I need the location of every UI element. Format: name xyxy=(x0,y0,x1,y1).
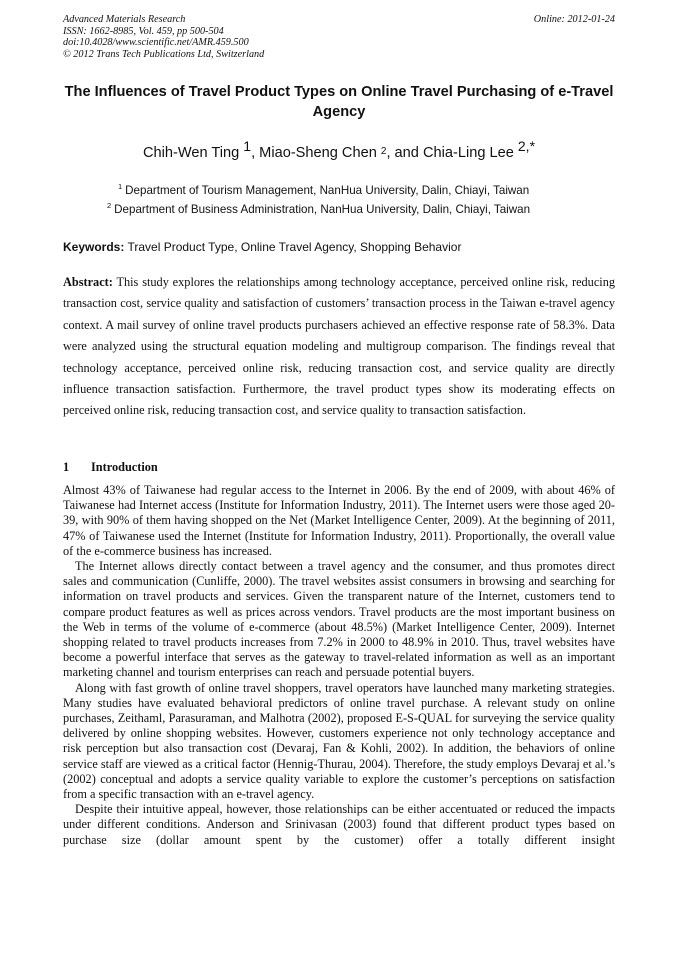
abstract xyxy=(63,272,615,422)
author-list xyxy=(58,138,620,164)
paper-title: The Influences of Travel Product Types on Online Travel Purchasing of e-Travel Agency xyxy=(64,84,614,120)
body-text xyxy=(63,483,615,848)
journal-name: Advanced Materials Research xyxy=(63,14,186,25)
affiliation-text: Department of Tourism Management, NanHua University, Dalin, Chiayi, Taiwan xyxy=(125,184,530,197)
doi-line: doi:10.4028/www.scientific.net/AMR.459.500 xyxy=(63,37,249,49)
keywords xyxy=(63,240,623,255)
affiliation-1 xyxy=(0,184,678,199)
copyright-line: © 2012 Trans Tech Publications Ltd, Switzerland xyxy=(63,48,265,60)
author-name: Chih-Wen Ting xyxy=(142,145,244,161)
affiliation-text: Department of Business Administration, NanHua University, Dalin, Chiayi, Taiwan xyxy=(114,203,531,216)
affiliation-2 xyxy=(0,203,678,218)
paragraph: Despite their intuitive appeal, however, those relationships can be either accentuated or reduced the impacts under different conditions. Anderson and Srinivasan (2003) found that different product types based on purchase size (dollar amount spent by the customer) offer a totally different insight xyxy=(63,802,615,847)
paragraph: Along with fast growth of online travel shoppers, travel operators have launched many marketing strategies. Many studies have evaluated behavioral predictors of online travel purchase. A relevant study on online purchases, Zeithaml, Parasuraman, and Malhotra (2002), proposed E-S-QUAL for surveying the service quality delivered by online shopping websites. However, customers experience not only technology acceptance and risk perception but also transaction cost (Devaraj, Fan & Kohli, 2002). In addition, the behaviors of online service staff are viewed as a critical factor (Hennig-Thurau, 2004). Therefore, the study employs Devaraj et al.’s (2002) conceptual and adopts a service quality variable to explore the customer’s perceptions on satisfaction from a specific transaction with an e-travel agency. xyxy=(63,680,615,802)
section-number: 1 xyxy=(63,460,70,474)
affiliation-number: 2 xyxy=(107,201,112,210)
keywords-text: Travel Product Type, Online Travel Agency, Shopping Behavior xyxy=(124,240,462,254)
author-affiliation-mark: 2 xyxy=(380,146,387,157)
author-name: , Miao-Sheng Chen xyxy=(251,145,381,161)
affiliation-number: 1 xyxy=(118,182,123,191)
section-title: Introduction xyxy=(91,460,158,474)
author-affiliation-mark: 2,* xyxy=(517,138,536,154)
keywords-label: Keywords: xyxy=(63,240,125,254)
abstract-label: Abstract: xyxy=(63,275,113,289)
online-date: Online: 2012-01-24 xyxy=(533,14,615,25)
paragraph: The Internet allows directly contact between a travel agency and the consumer, and thus promotes direct sales and communication (Cunliffe, 2000). The travel websites assist consumers in browsing and searching for information on travel products and services. Given the transparent nature of the Internet, customers tend to compare product features as well as prices across vendors. Travel products are the most important business on the Web in terms of the volume of e-commerce (about 48.5%) (Market Intelligence Center, 2009). Internet shopping related to travel products increases from 7.2% in 2000 to 48.9% in 2010. Thus, travel websites have become a powerful interface that serves as the gateway to travel-related information as well as an important marketing channel and tourism enterprises can reach and persuade potential buyers. xyxy=(63,559,615,680)
author-name: , and Chia-Ling Lee xyxy=(386,145,518,161)
journal-header xyxy=(63,14,615,60)
paragraph: Almost 43% of Taiwanese had regular access to the Internet in 2006. By the end of 2009, with about 46% of Taiwanese had Internet access (Institute for Information Industry, 2011). The Internet users were those aged 20-39, with 90% of them having shopped on the Net (Market Intelligence Center, 2009). At the beginning of 2011, 47% of Taiwanese used the Internet (Institute for Information Industry, 2011). Proportionally, the overall value of the e-commerce business has increased. xyxy=(63,483,615,558)
section-heading xyxy=(63,460,158,475)
author-affiliation-mark: 1 xyxy=(243,138,252,154)
issn-line: ISSN: 1662-8985, Vol. 459, pp 500-504 xyxy=(63,25,224,37)
abstract-text: This study explores the relationships among technology acceptance, perceived online risk, reducing transaction cost, service quality and satisfaction of customers’ transaction process in the Taiwan e-travel agency context. A mail survey of online travel products purchasers achieved an effective response rate of 58.3%. Data were analyzed using the structural equation modeling and multigroup comparison. The findings reveal that technology acceptance, perceived online risk, reducing transaction cost, and service quality are directly influence transaction satisfaction. Furthermore, the travel product types show its moderating effects on perceived online risk, reducing transaction cost, and service quality to transaction satisfaction. xyxy=(63,275,615,418)
